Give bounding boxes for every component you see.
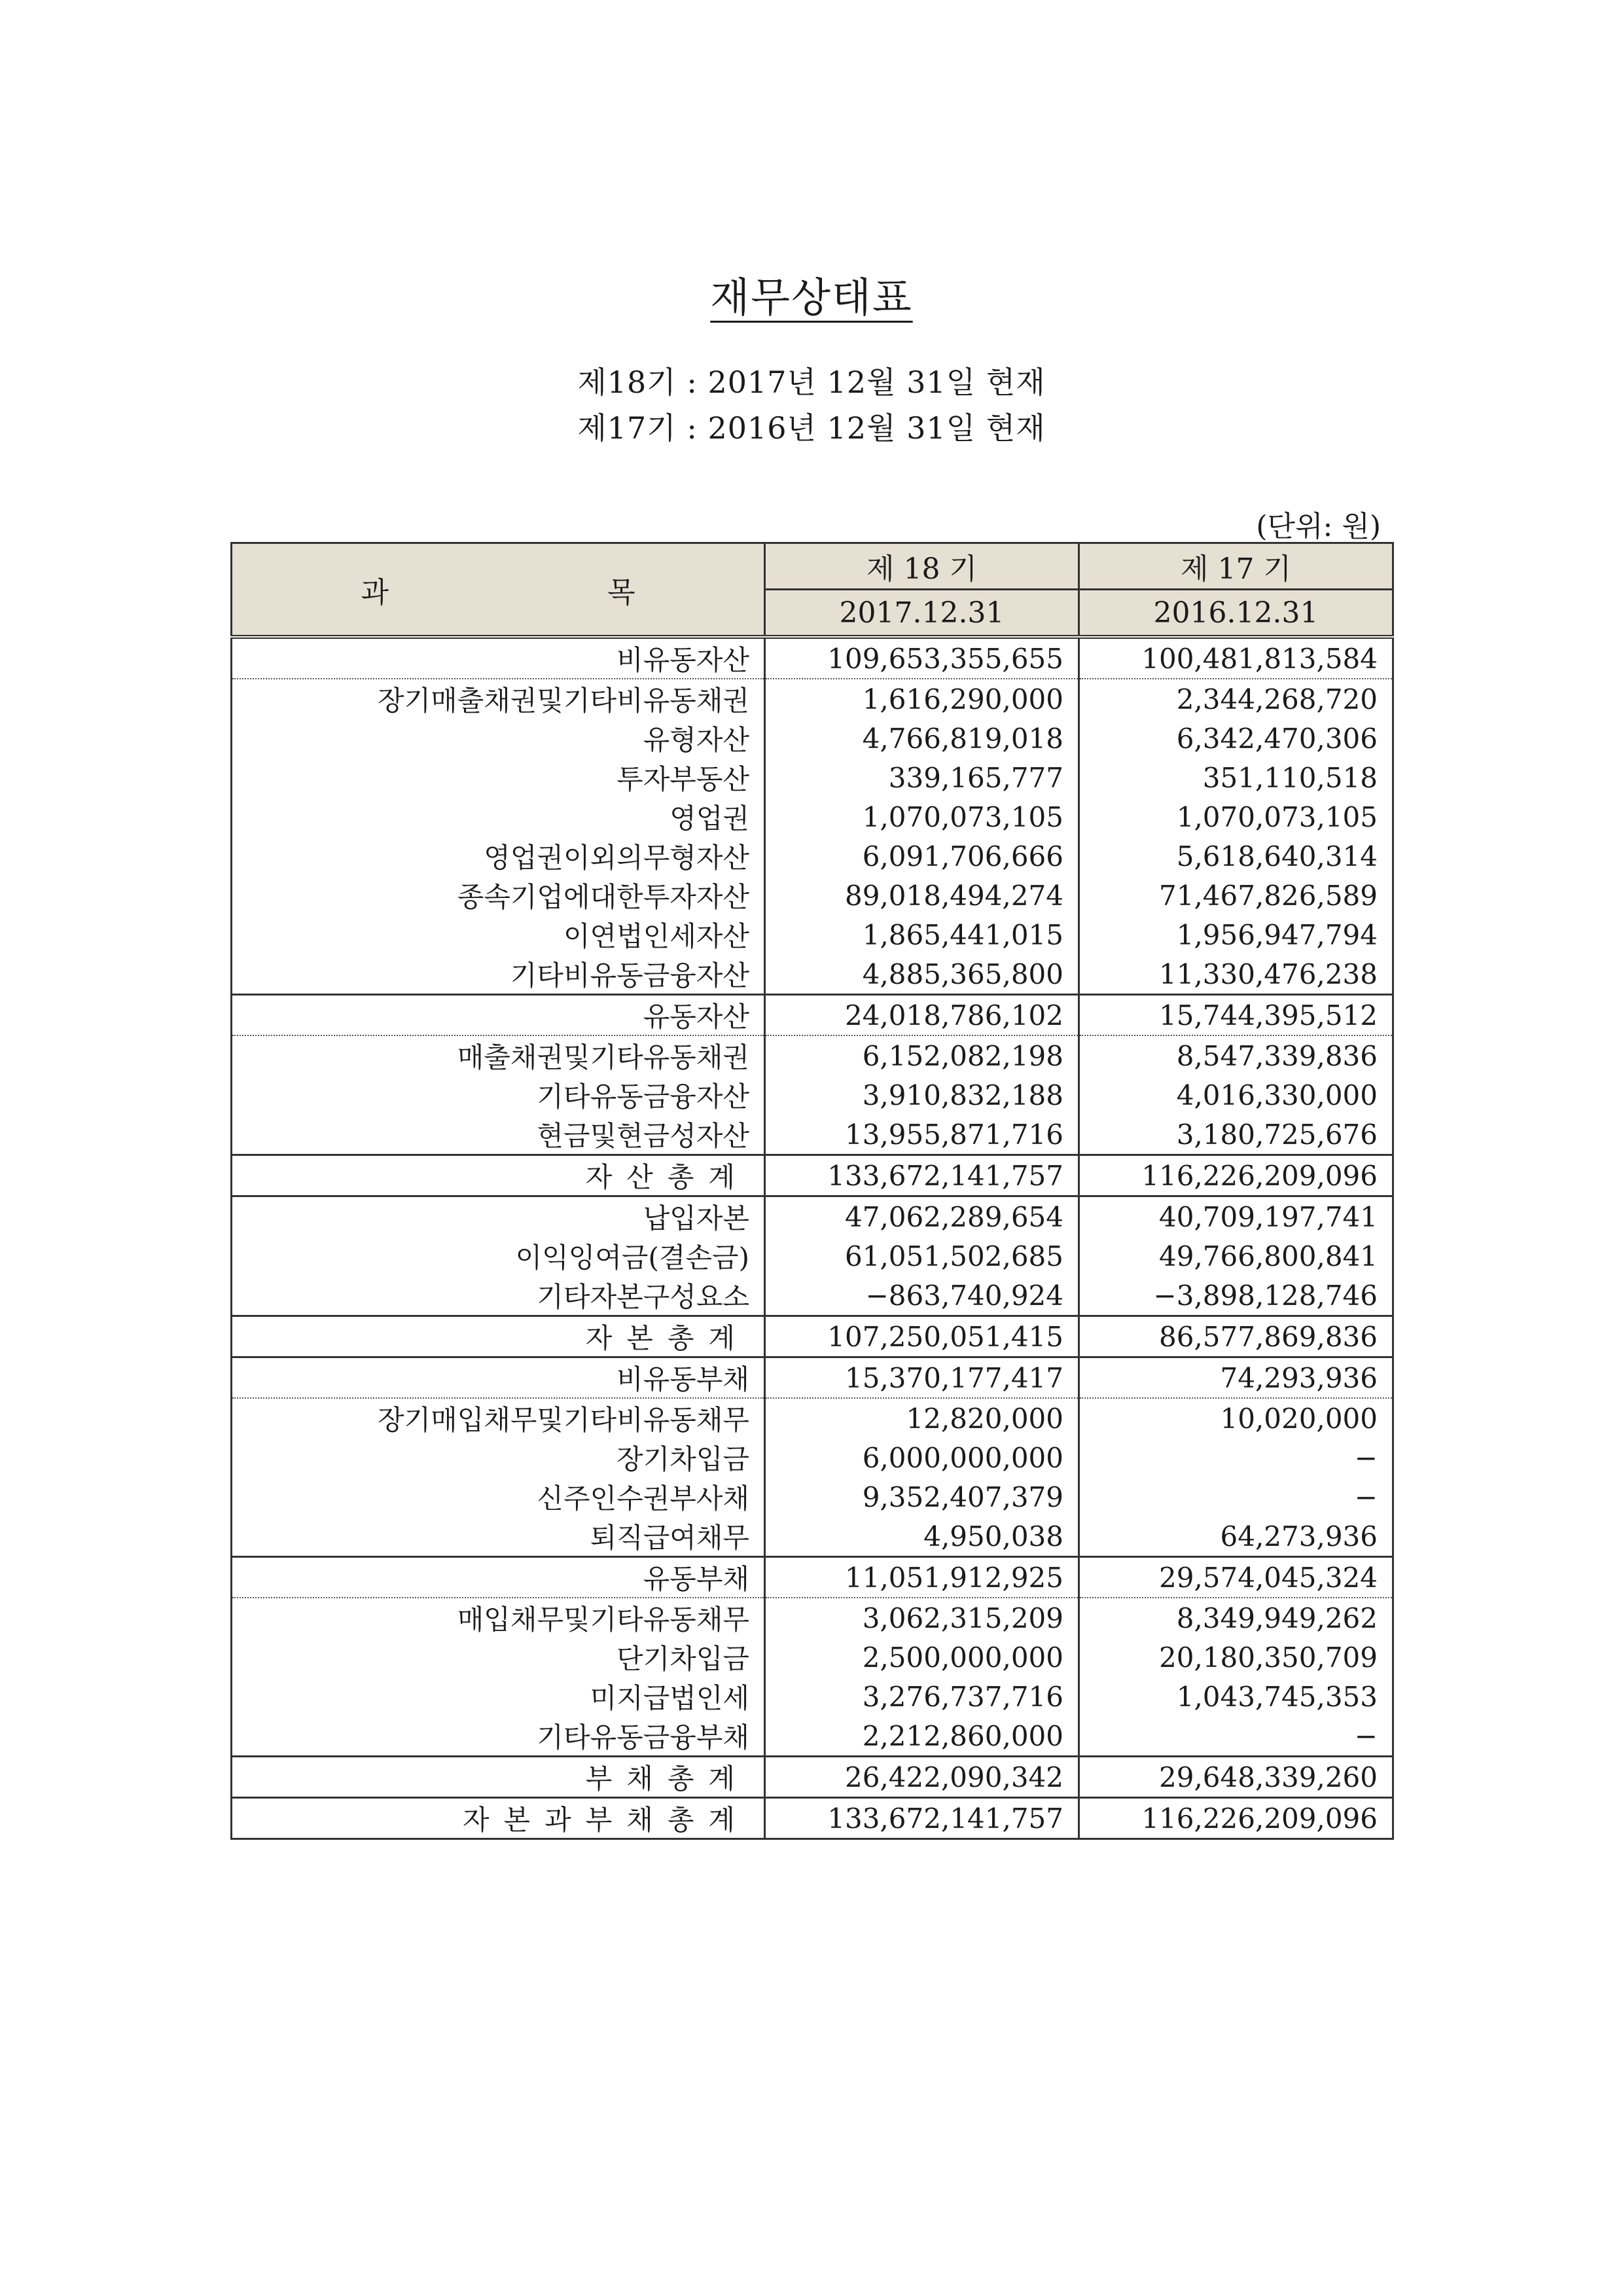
value-2017: 47,062,289,654 bbox=[765, 1196, 1079, 1237]
value-2017: −863,740,924 bbox=[765, 1276, 1079, 1316]
value-2016: 20,180,350,709 bbox=[1079, 1638, 1393, 1677]
header-date-2017: 2017.12.31 bbox=[765, 590, 1079, 637]
row-name: 자본총계 bbox=[232, 1316, 765, 1357]
table-row bbox=[232, 1798, 1393, 1839]
value-2016: −3,898,128,746 bbox=[1079, 1276, 1393, 1316]
value-2016: 116,226,209,096 bbox=[1079, 1155, 1393, 1196]
value-2016: 116,226,209,096 bbox=[1079, 1798, 1393, 1839]
table-row bbox=[232, 1035, 1393, 1075]
value-2017: 2,500,000,000 bbox=[765, 1638, 1079, 1677]
value-2016: 1,070,073,105 bbox=[1079, 797, 1393, 836]
table-row bbox=[232, 1357, 1393, 1399]
row-name: 이익잉여금(결손금) bbox=[232, 1236, 765, 1276]
table-row bbox=[232, 1477, 1393, 1516]
value-2017: 133,672,141,757 bbox=[765, 1798, 1079, 1839]
value-2016: 40,709,197,741 bbox=[1079, 1196, 1393, 1237]
row-name: 기타자본구성요소 bbox=[232, 1276, 765, 1316]
row-name: 유형자산 bbox=[232, 719, 765, 758]
row-name: 영업권이외의무형자산 bbox=[232, 836, 765, 876]
row-name: 비유동자산 bbox=[232, 637, 765, 679]
table-row bbox=[232, 1757, 1393, 1798]
table-row bbox=[232, 1677, 1393, 1716]
row-name: 장기매입채무및기타비유동채무 bbox=[232, 1398, 765, 1438]
period-line-1: 제18기 : 2017년 12월 31일 현재 bbox=[577, 365, 1046, 400]
value-2016: 1,043,745,353 bbox=[1079, 1677, 1393, 1716]
value-2016: 6,342,470,306 bbox=[1079, 719, 1393, 758]
value-2017: 4,950,038 bbox=[765, 1516, 1079, 1557]
table-row bbox=[232, 1115, 1393, 1155]
row-name: 매입채무및기타유동채무 bbox=[232, 1598, 765, 1638]
value-2016: 351,110,518 bbox=[1079, 758, 1393, 797]
value-2017: 1,070,073,105 bbox=[765, 797, 1079, 836]
value-2016: 4,016,330,000 bbox=[1079, 1075, 1393, 1115]
row-name: 미지급법인세 bbox=[232, 1677, 765, 1716]
value-2017: 6,152,082,198 bbox=[765, 1035, 1079, 1075]
value-2017: 61,051,502,685 bbox=[765, 1236, 1079, 1276]
value-2016: 100,481,813,584 bbox=[1079, 637, 1393, 679]
value-2017: 6,091,706,666 bbox=[765, 836, 1079, 876]
value-2017: 133,672,141,757 bbox=[765, 1155, 1079, 1196]
value-2017: 107,250,051,415 bbox=[765, 1316, 1079, 1357]
table-row bbox=[232, 876, 1393, 915]
table-row bbox=[232, 758, 1393, 797]
table-row bbox=[232, 1398, 1393, 1438]
value-2017: 339,165,777 bbox=[765, 758, 1079, 797]
row-name: 신주인수권부사채 bbox=[232, 1477, 765, 1516]
value-2016: 8,349,949,262 bbox=[1079, 1598, 1393, 1638]
value-2016: − bbox=[1079, 1477, 1393, 1516]
value-2016: 64,273,936 bbox=[1079, 1516, 1393, 1557]
table-row bbox=[232, 1438, 1393, 1477]
row-name: 기타유동금융부채 bbox=[232, 1716, 765, 1757]
row-name: 퇴직급여채무 bbox=[232, 1516, 765, 1557]
value-2017: 1,616,290,000 bbox=[765, 679, 1079, 719]
value-2017: 2,212,860,000 bbox=[765, 1716, 1079, 1757]
table-row bbox=[232, 1155, 1393, 1196]
header-subject: 과 목 bbox=[232, 543, 765, 637]
value-2017: 1,865,441,015 bbox=[765, 915, 1079, 954]
row-name: 부채총계 bbox=[232, 1757, 765, 1798]
value-2017: 24,018,786,102 bbox=[765, 995, 1079, 1036]
value-2017: 13,955,871,716 bbox=[765, 1115, 1079, 1155]
row-name: 투자부동산 bbox=[232, 758, 765, 797]
row-name: 유동부채 bbox=[232, 1557, 765, 1598]
row-name: 기타비유동금융자산 bbox=[232, 954, 765, 995]
row-name: 매출채권및기타유동채권 bbox=[232, 1035, 765, 1075]
table-row bbox=[232, 1316, 1393, 1357]
table-row bbox=[232, 1557, 1393, 1598]
value-2017: 4,766,819,018 bbox=[765, 719, 1079, 758]
value-2017: 4,885,365,800 bbox=[765, 954, 1079, 995]
row-name: 자본과부채총계 bbox=[232, 1798, 765, 1839]
row-name: 납입자본 bbox=[232, 1196, 765, 1237]
table-row bbox=[232, 1075, 1393, 1115]
value-2016: 5,618,640,314 bbox=[1079, 836, 1393, 876]
table-row bbox=[232, 1716, 1393, 1757]
unit-label: (단위: 원) bbox=[1256, 510, 1381, 543]
value-2016: 49,766,800,841 bbox=[1079, 1236, 1393, 1276]
table-row bbox=[232, 836, 1393, 876]
header-date-2016: 2016.12.31 bbox=[1079, 590, 1393, 637]
table-row bbox=[232, 1598, 1393, 1638]
document-title: 재무상태표 bbox=[710, 274, 913, 321]
value-2017: 11,051,912,925 bbox=[765, 1557, 1079, 1598]
row-name: 장기차입금 bbox=[232, 1438, 765, 1477]
row-name: 비유동부채 bbox=[232, 1357, 765, 1399]
period-line-2: 제17기 : 2016년 12월 31일 현재 bbox=[577, 410, 1046, 446]
table-row bbox=[232, 797, 1393, 836]
table-row bbox=[232, 954, 1393, 995]
table-row bbox=[232, 1276, 1393, 1316]
value-2017: 26,422,090,342 bbox=[765, 1757, 1079, 1798]
row-name: 장기매출채권및기타비유동채권 bbox=[232, 679, 765, 719]
value-2016: 15,744,395,512 bbox=[1079, 995, 1393, 1036]
table-row bbox=[232, 915, 1393, 954]
value-2017: 6,000,000,000 bbox=[765, 1438, 1079, 1477]
table-row bbox=[232, 1236, 1393, 1276]
table-body bbox=[232, 637, 1393, 1839]
row-name: 기타유동금융자산 bbox=[232, 1075, 765, 1115]
value-2016: 1,956,947,794 bbox=[1079, 915, 1393, 954]
value-2016: 74,293,936 bbox=[1079, 1357, 1393, 1399]
table-row bbox=[232, 1196, 1393, 1237]
value-2016: 8,547,339,836 bbox=[1079, 1035, 1393, 1075]
row-name: 유동자산 bbox=[232, 995, 765, 1036]
value-2016: − bbox=[1079, 1716, 1393, 1757]
row-name: 영업권 bbox=[232, 797, 765, 836]
value-2016: 29,574,045,324 bbox=[1079, 1557, 1393, 1598]
table-row bbox=[232, 1638, 1393, 1677]
header-period-17: 제 17 기 bbox=[1079, 543, 1393, 590]
row-name: 종속기업에대한투자자산 bbox=[232, 876, 765, 915]
value-2016: 2,344,268,720 bbox=[1079, 679, 1393, 719]
balance-sheet-table bbox=[230, 542, 1394, 1840]
value-2016: 3,180,725,676 bbox=[1079, 1115, 1393, 1155]
table-row bbox=[232, 637, 1393, 679]
row-name: 자산총계 bbox=[232, 1155, 765, 1196]
table-row bbox=[232, 679, 1393, 719]
row-name: 현금및현금성자산 bbox=[232, 1115, 765, 1155]
table-row bbox=[232, 719, 1393, 758]
value-2016: 86,577,869,836 bbox=[1079, 1316, 1393, 1357]
table-row bbox=[232, 1516, 1393, 1557]
value-2017: 15,370,177,417 bbox=[765, 1357, 1079, 1399]
row-name: 단기차입금 bbox=[232, 1638, 765, 1677]
header-period-18: 제 18 기 bbox=[765, 543, 1079, 590]
row-name: 이연법인세자산 bbox=[232, 915, 765, 954]
value-2016: 10,020,000 bbox=[1079, 1398, 1393, 1438]
value-2016: 71,467,826,589 bbox=[1079, 876, 1393, 915]
value-2017: 12,820,000 bbox=[765, 1398, 1079, 1438]
value-2017: 3,062,315,209 bbox=[765, 1598, 1079, 1638]
value-2016: − bbox=[1079, 1438, 1393, 1477]
value-2017: 3,276,737,716 bbox=[765, 1677, 1079, 1716]
value-2017: 3,910,832,188 bbox=[765, 1075, 1079, 1115]
value-2017: 89,018,494,274 bbox=[765, 876, 1079, 915]
value-2017: 109,653,355,655 bbox=[765, 637, 1079, 679]
value-2017: 9,352,407,379 bbox=[765, 1477, 1079, 1516]
value-2016: 11,330,476,238 bbox=[1079, 954, 1393, 995]
table-row bbox=[232, 995, 1393, 1036]
value-2016: 29,648,339,260 bbox=[1079, 1757, 1393, 1798]
